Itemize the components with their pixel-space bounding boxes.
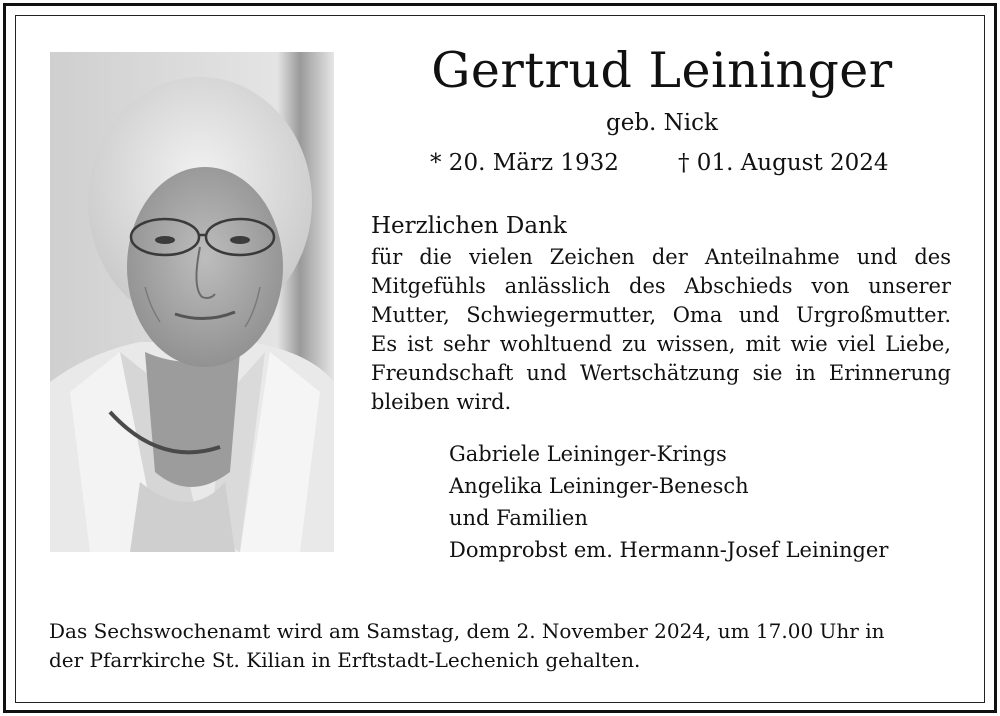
maiden-name: geb. Nick: [606, 110, 718, 136]
thanks-line: für die vielen Zeichen der Anteilnahme und des: [371, 245, 951, 269]
deceased-name: Gertrud Leininger: [431, 42, 893, 99]
thanks-heading: Herzlichen Dank: [371, 213, 567, 239]
birth-date: * 20. März 1932: [430, 150, 619, 176]
thanks-line: Mutter, Schwiegermutter, Oma und Urgroßmutter.: [371, 303, 951, 327]
thanks-line: Es ist sehr wohltuend zu wissen, mit wie viel Liebe,: [371, 332, 951, 356]
service-line: Das Sechswochenamt wird am Samstag, dem 2. November 2024, um 17.00 Uhr in: [49, 619, 885, 643]
signatures: [449, 438, 888, 566]
signature-line: Gabriele Leininger-Krings: [449, 442, 727, 466]
service-line: der Pfarrkirche St. Kilian in Erftstadt-Lechenich gehalten.: [49, 648, 641, 672]
death-date: † 01. August 2024: [678, 150, 889, 176]
signature-line: Domprobst em. Hermann-Josef Leininger: [449, 538, 889, 562]
thanks-line: Freundschaft und Wertschätzung sie in Erinnerung: [371, 361, 951, 385]
service-announcement: [49, 617, 949, 675]
thanks-line: bleiben wird.: [371, 390, 512, 414]
portrait-photo: [50, 52, 334, 552]
signature-line: und Familien: [449, 506, 588, 530]
thanks-text: [371, 243, 951, 417]
signature-line: Angelika Leininger-Benesch: [449, 474, 749, 498]
thanks-line: Mitgefühls anlässlich des Abschieds von unserer: [371, 274, 951, 298]
